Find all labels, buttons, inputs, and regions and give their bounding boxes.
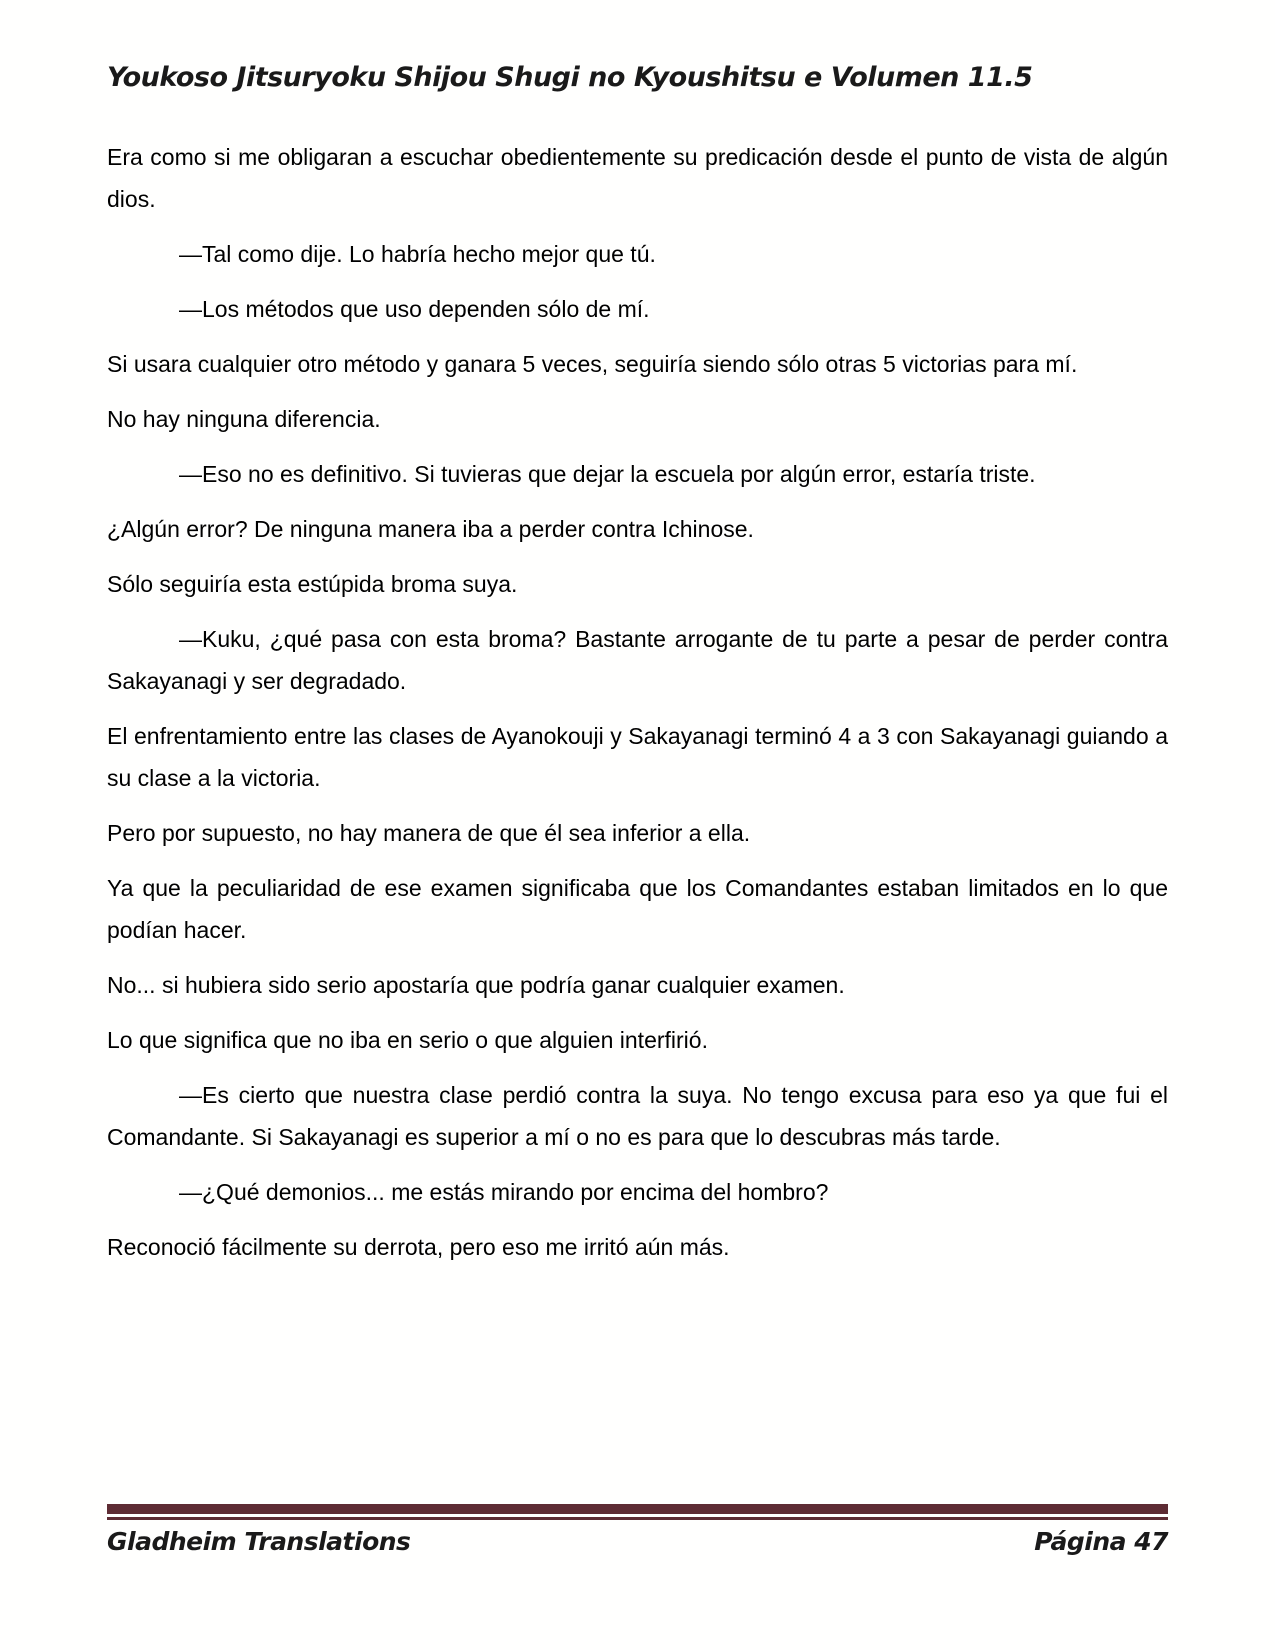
- dialogue-paragraph: —Eso no es definitivo. Si tuvieras que dejar la escuela por algún error, estaría triste.: [179, 461, 1036, 487]
- page-footer: [107, 1504, 1168, 1556]
- paragraph: El enfrentamiento entre las clases de Ayanokouji y Sakayanagi terminó 4 a 3 con Sakayanagi guiando a su clase a la victoria.: [107, 723, 1168, 791]
- header-title: Youkoso Jitsuryoku Shijou Shugi no Kyoushitsu e Volumen 11.5: [107, 62, 1033, 93]
- dialogue-paragraph: —¿Qué demonios... me estás mirando por encima del hombro?: [179, 1179, 829, 1205]
- body-text: [107, 136, 1168, 1281]
- footer-rule-thin: [107, 1517, 1168, 1520]
- footer-translator-label: Gladheim Translations: [107, 1527, 411, 1556]
- footer-rule-thick: [107, 1504, 1168, 1514]
- page-header: [107, 62, 1168, 93]
- paragraph: Pero por supuesto, no hay manera de que él sea inferior a ella.: [107, 820, 751, 846]
- dialogue-paragraph: —Kuku, ¿qué pasa con esta broma? Bastante arrogante de tu parte a pesar de perder contra Sakayanagi y ser degradado.: [107, 626, 1168, 694]
- dialogue-paragraph: —Tal como dije. Lo habría hecho mejor que tú.: [179, 241, 656, 267]
- paragraph: Reconoció fácilmente su derrota, pero eso me irritó aún más.: [107, 1234, 730, 1260]
- dialogue-paragraph: —Es cierto que nuestra clase perdió contra la suya. No tengo excusa para eso ya que fui el Comandante. Si Sakayanagi es superior a mí o no es para que lo descubras más tarde.: [107, 1082, 1168, 1150]
- paragraph: Ya que la peculiaridad de ese examen significaba que los Comandantes estaban limitados en lo que podían hacer.: [107, 875, 1168, 943]
- footer-text-row: [107, 1527, 1168, 1556]
- dialogue-paragraph: —Los métodos que uso dependen sólo de mí.: [179, 296, 650, 322]
- paragraph: No... si hubiera sido serio apostaría que podría ganar cualquier examen.: [107, 972, 845, 998]
- paragraph: ¿Algún error? De ninguna manera iba a perder contra Ichinose.: [107, 516, 754, 542]
- paragraph: Lo que significa que no iba en serio o que alguien interfirió.: [107, 1027, 708, 1053]
- paragraph: No hay ninguna diferencia.: [107, 406, 381, 432]
- paragraph: Sólo seguiría esta estúpida broma suya.: [107, 571, 518, 597]
- paragraph: Si usara cualquier otro método y ganara 5 veces, seguiría siendo sólo otras 5 victorias para mí.: [107, 351, 1078, 377]
- footer-page-number: Página 47: [1034, 1527, 1168, 1556]
- paragraph: Era como si me obligaran a escuchar obedientemente su predicación desde el punto de vista de algún dios.: [107, 144, 1168, 212]
